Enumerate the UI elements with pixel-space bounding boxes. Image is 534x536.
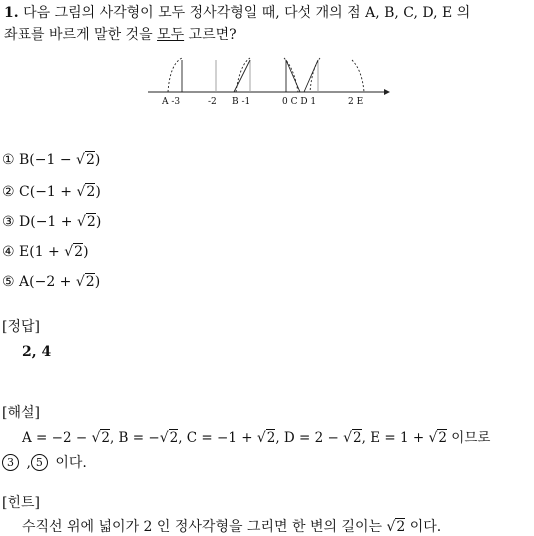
underlined-word: 모두: [157, 27, 185, 43]
choice-2: ② C(−1 + √2): [2, 184, 101, 200]
circled-number: 3: [2, 454, 19, 471]
hint-header: [힌트]: [2, 495, 40, 511]
explanation-line-2: 3 , 5 이다.: [2, 452, 87, 472]
tick-label-neg2: -2: [208, 97, 217, 107]
choice-text: C(−1 +: [19, 184, 77, 200]
answer-value: 2, 4: [22, 344, 52, 360]
choice-marker: ②: [2, 184, 15, 200]
axis-arrow: [384, 89, 390, 95]
sqrt-sign: √2: [428, 430, 447, 446]
choice-5: ⑤ A(−2 + √2): [2, 274, 101, 290]
choice-marker: ④: [2, 244, 15, 260]
number-line-figure: [148, 46, 398, 112]
sqrt-sign: √2: [76, 184, 96, 200]
tick-label-b: B -1: [232, 97, 251, 107]
tick-label-e: 2 E: [348, 97, 364, 107]
sqrt-sign: √2: [386, 519, 406, 535]
choice-1: ① B(−1 − √2): [2, 152, 101, 168]
choice-marker: ③: [2, 214, 15, 230]
answer-header: [정답]: [2, 319, 40, 335]
choice-text: B(−1 −: [19, 152, 77, 168]
sqrt-sign: √2: [76, 152, 95, 168]
question-number: 1.: [4, 5, 19, 21]
sqrt-sign: √2: [75, 274, 95, 290]
question-text-2a: 좌표를 바르게 말한 것을: [4, 27, 158, 43]
circled-number: 5: [31, 454, 48, 471]
sqrt-sign: √2: [159, 430, 179, 446]
question-text-1: 다음 그림의 사각형이 모두 정사각형일 때, 다섯 개의 점 A, B, C, D, E 의: [23, 5, 471, 21]
choice-text: A(−2 +: [19, 274, 76, 290]
explanation-header: [해설]: [2, 405, 40, 421]
sqrt-sign: √2: [343, 430, 362, 446]
sqrt-sign: √2: [76, 214, 96, 230]
choice-3: ③ D(−1 + √2): [2, 214, 102, 230]
sqrt-sign: √2: [91, 430, 110, 446]
choice-marker: ①: [2, 152, 15, 168]
question-text-2b: 고르면?: [184, 27, 237, 43]
choice-text: E(1 +: [19, 244, 65, 260]
choice-marker: ⑤: [2, 274, 15, 290]
choice-text: D(−1 +: [19, 214, 77, 230]
hint-text: 수직선 위에 넓이가 2 인 정사각형을 그리면 한 변의 길이는 √2 이다.: [22, 519, 442, 535]
tick-label-cd: 0 C D 1: [282, 97, 317, 107]
question-line-1: [4, 2, 470, 22]
choice-4: ④ E(1 + √2): [2, 244, 89, 260]
sqrt-sign: √2: [256, 430, 276, 446]
sqrt-sign: √2: [64, 244, 84, 260]
explanation-line-1: A = −2 − √2, B = −√2, C = −1 + √2, D = 2 − √2, E = 1 + √2 이므로: [22, 430, 491, 446]
tick-label-a: A -3: [162, 97, 181, 107]
question-line-2: [4, 24, 237, 44]
